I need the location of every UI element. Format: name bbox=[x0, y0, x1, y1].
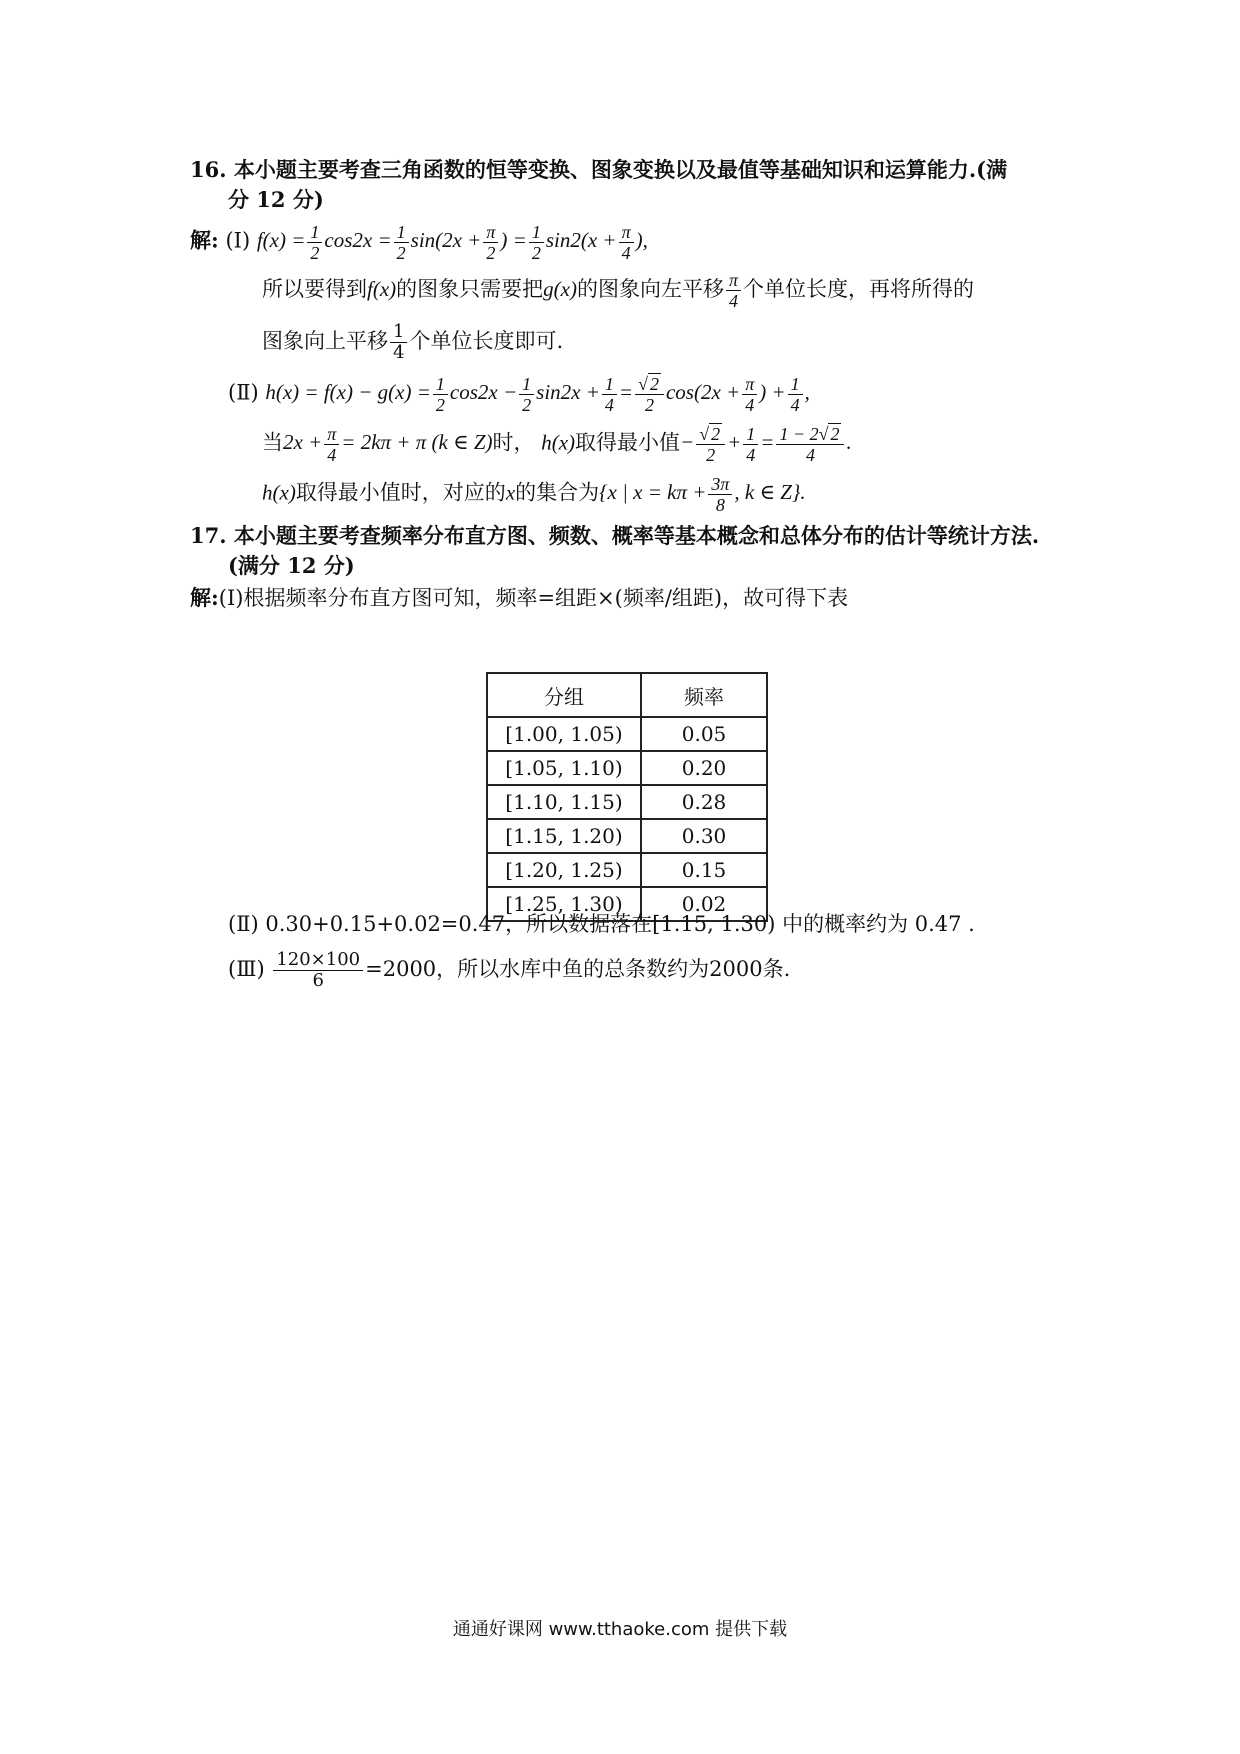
table-row bbox=[487, 717, 767, 751]
table-cell-frequency: 0.28 bbox=[641, 785, 767, 819]
table-cell-frequency: 0.05 bbox=[641, 717, 767, 751]
table-cell-group: [1.20, 1.25) bbox=[487, 853, 641, 887]
table-row bbox=[487, 751, 767, 785]
q16-part1-label: (Ⅰ) bbox=[225, 228, 251, 253]
q16-part2-label: (Ⅱ) bbox=[228, 380, 259, 405]
table-cell-group: [1.15, 1.20) bbox=[487, 819, 641, 853]
q17-part3-line: (Ⅲ) $\frac{120\times 100}{6}$ =2000，所以水库中鱼的总条数约为2000条. bbox=[228, 949, 791, 991]
table-header-group: 分组 bbox=[487, 673, 641, 717]
table-row bbox=[487, 785, 767, 819]
table-cell-frequency: 0.15 bbox=[641, 853, 767, 887]
q16-solution-label: 解: bbox=[190, 227, 219, 253]
q16-part1-equation: f(x) = $\frac{1}{2}$ cos2x = $\frac{1}{2}$ sin(2x + $\frac{\pi}{2}$ ) = $\frac{1}{2}$ sin2(x + $\frac{\pi}{4}$ ), bbox=[256, 222, 648, 263]
table-cell-frequency: 0.02 bbox=[641, 887, 767, 921]
table-header-frequency: 频率 bbox=[641, 673, 767, 717]
q17-part3-label: (Ⅲ) bbox=[228, 957, 265, 981]
q16-header-line-2: 分 12 分) bbox=[228, 187, 324, 212]
table-cell-group: [1.00, 1.05) bbox=[487, 717, 641, 751]
q16-header-line-1: 16. 本小题主要考查三角函数的恒等变换、图象变换以及最值等基础知识和运算能力.(满 bbox=[190, 157, 1008, 182]
q16-part2-line-2: 当2x + $\frac{\pi}{4}$ = 2kπ + π (k ∈ Z)时， h(x)取得最小值− $\frac{√ 2}{2}$ + $\frac{1}{4}$ = $\frac{1 - 2√ 2}{4}$ . bbox=[262, 424, 852, 465]
q16-part2-line-3: h(x)取得最小值时，对应的x的集合为{x | x = kπ + $\frac{3\pi}{8}$ , k ∈ Z}. bbox=[262, 474, 806, 515]
table-cell-group: [1.05, 1.10) bbox=[487, 751, 641, 785]
q16-part2-line-1: (Ⅱ) h(x) = f(x) − g(x) = $\frac{1}{2}$ cos2x − $\frac{1}{2}$ sin2x + $\frac{1}{4}$ = $\frac{√ 2}{2}$ cos(2x + $\frac{\pi}{4}$ ) + $\frac{1}{4}$ , bbox=[228, 374, 810, 415]
table-cell-group: [1.25, 1.30) bbox=[487, 887, 641, 921]
table-cell-group: [1.10, 1.15) bbox=[487, 785, 641, 819]
table-cell-frequency: 0.20 bbox=[641, 751, 767, 785]
q16-part1-explanation-2: 图象向上平移 $\frac{1}{4}$ 个单位长度即可. bbox=[262, 321, 564, 363]
q16-part1-line bbox=[190, 222, 648, 263]
q17-header-line-1: 17. 本小题主要考查频率分布直方图、频数、概率等基本概念和总体分布的估计等统计方法. bbox=[190, 523, 1040, 548]
q17-part2-line: (Ⅱ) 0.30+0.15+0.02=0.47，所以数据落在[1.15, 1.30) 中的概率约为 0.47 . bbox=[228, 912, 975, 936]
frequency-table bbox=[486, 672, 768, 922]
q17-header-line-2: (满分 12 分) bbox=[228, 553, 355, 578]
q17-solution-label: 解: bbox=[190, 585, 219, 610]
q17-part1-line: 解:(Ⅰ)根据频率分布直方图可知，频率=组距×(频率/组距)，故可得下表 bbox=[190, 585, 849, 610]
table-row bbox=[487, 853, 767, 887]
table-cell-frequency: 0.30 bbox=[641, 819, 767, 853]
footer-credit: 通通好课网 www.tthaoke.com 提供下载 bbox=[452, 1619, 788, 1640]
table-row bbox=[487, 819, 767, 853]
q16-part1-explanation-1: 所以要得到f(x)的图象只需要把g(x)的图象向左平移 $\frac{\pi}{4}$ 个单位长度，再将所得的 bbox=[262, 270, 974, 311]
table-header-row bbox=[487, 673, 767, 717]
